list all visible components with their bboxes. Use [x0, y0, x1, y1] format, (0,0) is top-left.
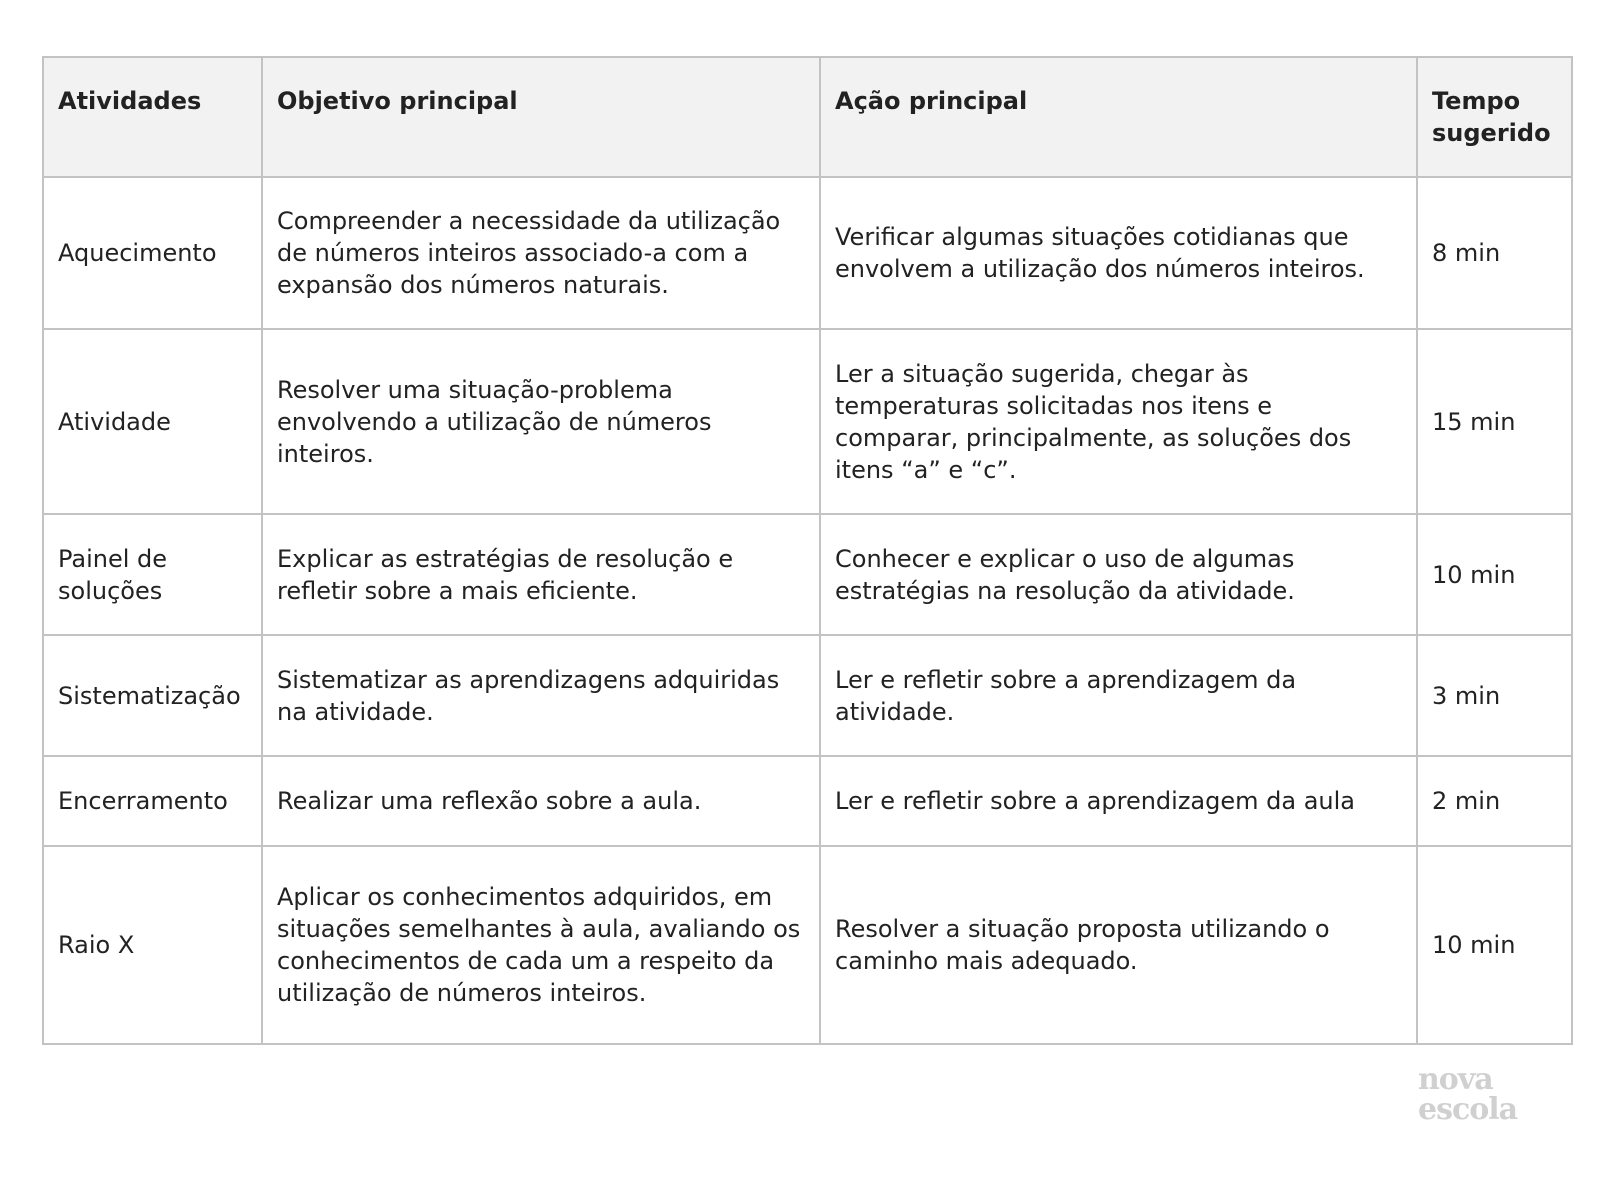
cell-tempo: 8 min — [1417, 177, 1572, 329]
logo-line-nova: nova — [1418, 1062, 1493, 1097]
cell-tempo: 15 min — [1417, 329, 1572, 514]
cell-objetivo: Aplicar os conhecimentos adquiridos, em situações semelhantes à aula, avaliando os conhecimentos de cada um a respeito da utilização de números inteiros. — [262, 846, 820, 1044]
lesson-plan-table — [42, 56, 1573, 1045]
nova-escola-logo — [1418, 1062, 1518, 1127]
header-atividades: Atividades — [43, 57, 262, 177]
header-acao-principal: Ação principal — [820, 57, 1417, 177]
table-row — [43, 635, 1572, 756]
cell-atividade: Aquecimento — [43, 177, 262, 329]
cell-atividade: Atividade — [43, 329, 262, 514]
cell-tempo: 10 min — [1417, 846, 1572, 1044]
cell-objetivo: Compreender a necessidade da utilização de números inteiros associado-a com a expansão dos números naturais. — [262, 177, 820, 329]
table-row — [43, 329, 1572, 514]
cell-atividade: Encerramento — [43, 756, 262, 846]
cell-acao: Ler e refletir sobre a aprendizagem da aula — [820, 756, 1417, 846]
cell-tempo: 10 min — [1417, 514, 1572, 635]
cell-acao: Ler a situação sugerida, chegar às temperaturas solicitadas nos itens e comparar, principalmente, as soluções dos itens “a” e “c”. — [820, 329, 1417, 514]
cell-tempo: 2 min — [1417, 756, 1572, 846]
table-row — [43, 177, 1572, 329]
cell-atividade: Raio X — [43, 846, 262, 1044]
table-row — [43, 514, 1572, 635]
cell-objetivo: Realizar uma reflexão sobre a aula. — [262, 756, 820, 846]
cell-tempo: 3 min — [1417, 635, 1572, 756]
logo-line-escola: escola — [1418, 1092, 1518, 1127]
table-row — [43, 756, 1572, 846]
cell-objetivo: Resolver uma situação-problema envolvendo a utilização de números inteiros. — [262, 329, 820, 514]
cell-objetivo: Explicar as estratégias de resolução e refletir sobre a mais eficiente. — [262, 514, 820, 635]
cell-objetivo: Sistematizar as aprendizagens adquiridas na atividade. — [262, 635, 820, 756]
cell-atividade: Sistematização — [43, 635, 262, 756]
cell-acao: Ler e refletir sobre a aprendizagem da atividade. — [820, 635, 1417, 756]
lesson-plan-table-container — [42, 56, 1571, 1045]
cell-acao: Verificar algumas situações cotidianas que envolvem a utilização dos números inteiros. — [820, 177, 1417, 329]
header-objetivo-principal: Objetivo principal — [262, 57, 820, 177]
header-tempo-sugerido: Tempo sugerido — [1417, 57, 1572, 177]
cell-acao: Conhecer e explicar o uso de algumas estratégias na resolução da atividade. — [820, 514, 1417, 635]
table-row — [43, 846, 1572, 1044]
cell-atividade: Painel de soluções — [43, 514, 262, 635]
table-header-row — [43, 57, 1572, 177]
cell-acao: Resolver a situação proposta utilizando o caminho mais adequado. — [820, 846, 1417, 1044]
